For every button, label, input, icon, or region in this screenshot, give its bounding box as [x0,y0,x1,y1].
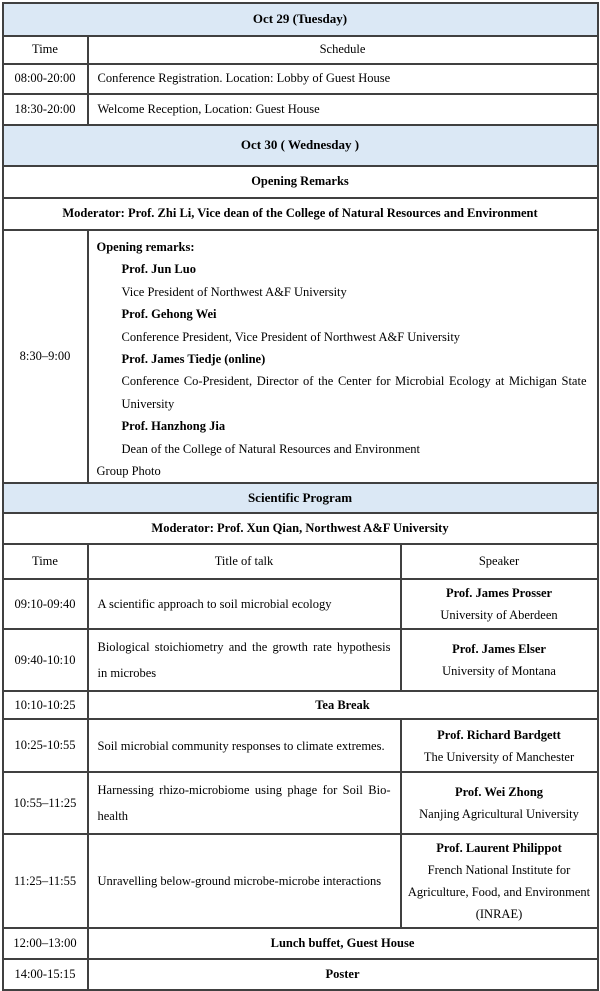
talk-row [3,719,598,772]
break-label: Lunch buffet, Guest House [88,928,598,959]
talk-title: Unravelling below-ground microbe-microbe interactions [88,834,401,928]
break-row [3,959,598,990]
speaker-affiliation: Nanjing Agricultural University [419,807,579,822]
conference-schedule-table [2,2,599,991]
opening-section-row [3,166,598,198]
talk-time: 11:25–11:55 [3,834,88,928]
scientific-column-header-row [3,544,598,579]
event-time: 18:30-20:00 [3,94,88,125]
opening-moderator-row [3,198,598,230]
scientific-moderator-row [3,513,598,544]
event-description: Welcome Reception, Location: Guest House [88,94,598,125]
scientific-moderator: Moderator: Prof. Xun Qian, Northwest A&F University [3,513,598,544]
scientific-title-column-header: Title of talk [88,544,401,579]
day1-schedule-column-header: Schedule [88,36,598,64]
talk-time: 10:55–11:25 [3,772,88,834]
talk-speaker-cell [401,629,598,691]
event-time: 08:00-20:00 [3,64,88,94]
table-row [3,94,598,125]
break-row [3,928,598,959]
talk-title: Harnessing rhizo-microbiome using phage for Soil Bio-health [88,772,401,834]
talk-time: 09:40-10:10 [3,629,88,691]
opening-remarks-row [3,230,598,483]
break-label: Poster [88,959,598,990]
break-time: 14:00-15:15 [3,959,88,990]
talk-time: 10:25-10:55 [3,719,88,772]
opening-time: 8:30–9:00 [3,230,88,483]
scientific-time-column-header: Time [3,544,88,579]
speaker-name: Prof. Wei Zhong [454,785,544,800]
talk-row [3,579,598,629]
scientific-section-title: Scientific Program [3,483,598,513]
day1-header-row [3,3,598,36]
talk-row [3,772,598,834]
opening-remarks-cell [88,230,598,483]
speaker-name: Prof. Richard Bardgett [437,727,561,742]
opening-speaker-name: Prof. James Tiedje (online) [121,352,266,367]
day1-header: Oct 29 (Tuesday) [3,3,598,36]
speaker-affiliation: University of Montana [442,664,556,679]
scientific-section-row [3,483,598,513]
opening-heading: Opening remarks: [96,240,195,254]
opening-footer: Group Photo [96,464,161,479]
opening-moderator: Moderator: Prof. Zhi Li, Vice dean of the College of Natural Resources and Environment [3,198,598,230]
talk-title: A scientific approach to soil microbial ecology [88,579,401,629]
speaker-affiliation: University of Aberdeen [440,608,558,623]
opening-speaker-name: Prof. Hanzhong Jia [121,419,226,434]
talk-row [3,834,598,928]
event-description: Conference Registration. Location: Lobby of Guest House [88,64,598,94]
speaker-name: Prof. James Prosser [445,586,553,601]
talk-row [3,629,598,691]
day1-column-header-row [3,36,598,64]
opening-speaker-name: Prof. Jun Luo [121,262,196,277]
speaker-affiliation: The University of Manchester [423,749,575,764]
talk-title: Soil microbial community responses to climate extremes. [88,719,401,772]
talk-speaker-cell [401,772,598,834]
scientific-speaker-column-header: Speaker [401,544,598,579]
opening-speaker-role: Conference President, Vice President of Northwest A&F University [121,329,461,344]
talk-time: 09:10-09:40 [3,579,88,629]
opening-speaker-role: Conference Co-President, Director of the Center for Microbial Ecology at Michigan State University [121,374,587,411]
speaker-affiliation: French National Institute for Agriculture, Food, and Environment (INRAE) [407,863,591,922]
break-time: 10:10-10:25 [3,691,88,719]
speaker-name: Prof. James Elser [452,642,546,657]
break-label: Tea Break [88,691,598,719]
talk-speaker-cell [401,719,598,772]
talk-speaker-cell [401,579,598,629]
talk-speaker-cell [401,834,598,928]
talk-title: Biological stoichiometry and the growth rate hypothesis in microbes [88,629,401,691]
opening-speaker-role: Dean of the College of Natural Resources and Environment [121,441,421,456]
speaker-name: Prof. Laurent Philippot [436,841,562,856]
day2-header: Oct 30 ( Wednesday ) [3,125,598,166]
opening-section-title: Opening Remarks [3,166,598,198]
day1-time-column-header: Time [3,36,88,64]
table-row [3,64,598,94]
day2-header-row [3,125,598,166]
break-time: 12:00–13:00 [3,928,88,959]
break-row [3,691,598,719]
opening-speaker-name: Prof. Gehong Wei [121,307,217,322]
opening-speaker-role: Vice President of Northwest A&F University [121,284,347,299]
